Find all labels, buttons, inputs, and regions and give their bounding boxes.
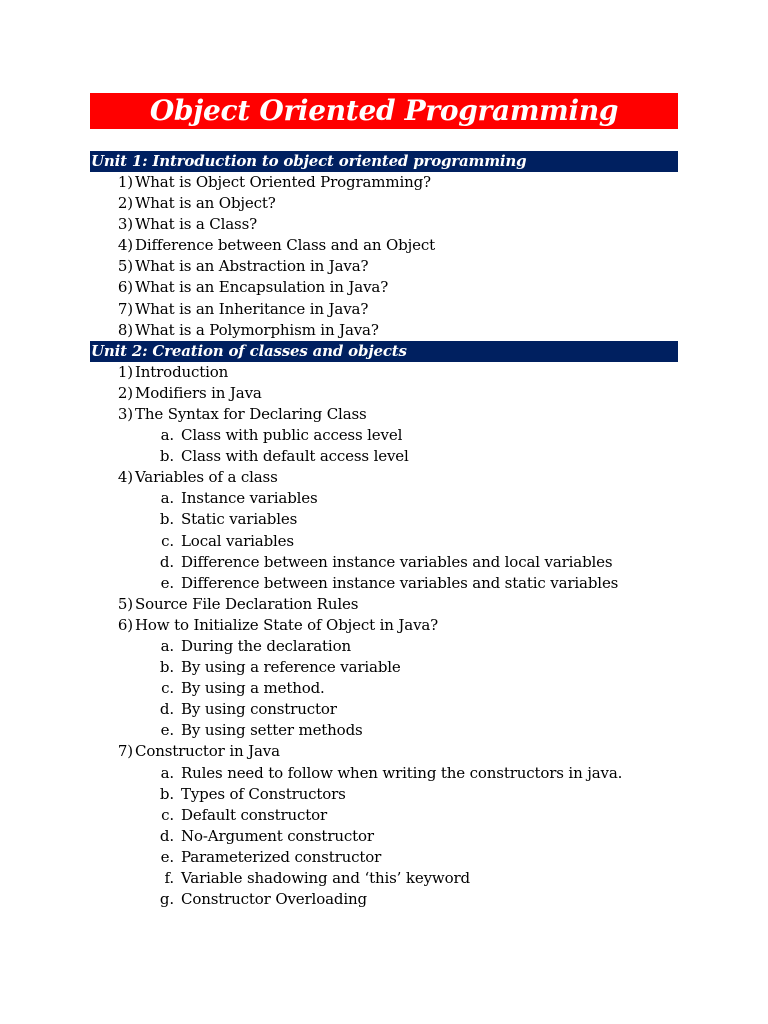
sub-list-item [90,678,678,699]
list-marker: 4) [117,468,133,487]
list-marker: 4) [117,236,133,255]
sub-list-marker: b. [159,784,174,803]
sub-list-item-text: Difference between instance variables and static variables [181,573,619,592]
sub-list-item-text: Parameterized constructor [181,847,382,866]
sub-list-item [90,531,678,552]
list-marker: 2) [117,383,133,402]
list-item [90,320,678,341]
list-item-text: What is an Object? [135,194,276,213]
sub-list-marker: e. [160,847,174,866]
unit-2-heading-bar [90,341,678,362]
list-marker: 5) [117,594,133,613]
sub-list-marker: d. [159,552,174,571]
sub-list-marker: a. [160,489,174,508]
sub-list-item [90,847,678,868]
sub-list-item-text: Variable shadowing and ‘this’ keyword [181,869,470,887]
sub-list-marker: c. [161,679,174,698]
list-item [90,467,678,488]
list-marker: 1) [117,173,133,191]
list-marker: 3) [117,404,133,423]
sub-list-item [90,552,678,573]
sub-list-item-text: By using a method. [181,679,325,698]
list-item-text: Modifiers in Java [135,383,262,402]
sub-list-item [90,763,678,784]
sub-list-item-text: By using constructor [181,700,337,719]
sub-list-item [90,868,678,889]
list-item [90,383,678,404]
sub-list-marker: b. [159,658,174,677]
list-item-text: What is Object Oriented Programming? [135,173,431,191]
sub-list-item [90,805,678,826]
sub-list-marker: b. [159,510,174,529]
sub-list-marker: f. [164,869,174,887]
unit-1-heading-bar [90,151,678,172]
list-item [90,594,678,615]
document-title: Object Oriented Programming [149,94,619,127]
list-item-text: What is a Polymorphism in Java? [135,320,379,339]
sub-list-item-text: By using a reference variable [181,658,401,677]
list-marker: 7) [117,299,133,318]
sub-list-item [90,488,678,509]
list-item [90,256,678,277]
sub-list-marker: e. [160,573,174,592]
list-item-text: What is an Encapsulation in Java? [135,278,389,297]
sub-list-item-text: Local variables [181,531,294,550]
list-item [90,214,678,235]
sub-list-item-text: Difference between instance variables and local variables [181,552,613,571]
list-item-text: What is an Abstraction in Java? [135,257,369,276]
list-item-text: Variables of a class [135,468,278,487]
sub-list-item-text: Class with public access level [181,426,403,445]
unit-1-heading: Unit 1: Introduction to object oriented programming [91,152,527,170]
sub-list-item [90,425,678,446]
sub-list-item [90,446,678,467]
list-item-text: Difference between Class and an Object [135,236,435,255]
sub-list-item-text: Types of Constructors [181,784,346,803]
sub-list-marker: d. [159,826,174,845]
list-marker: 7) [117,742,133,761]
sub-list-item-text: No-Argument constructor [181,826,374,845]
title-spacer [90,129,678,151]
sub-list-marker: c. [161,531,174,550]
sub-list-item-text: Static variables [181,510,298,529]
list-item-text: Source File Declaration Rules [135,594,359,613]
list-marker: 8) [117,320,133,339]
sub-list-item [90,657,678,678]
list-item-text: Constructor in Java [135,742,280,761]
list-marker: 2) [117,194,133,213]
list-item [90,299,678,320]
sub-list-item [90,784,678,805]
list-item [90,277,678,298]
sub-list-marker: b. [159,447,174,466]
sub-list-marker: a. [160,763,174,782]
sub-list-item [90,826,678,847]
sub-list-item [90,509,678,530]
list-item [90,615,678,636]
sub-list-item [90,636,678,657]
document-title-bar [90,93,678,129]
list-item [90,172,678,193]
sub-list-item-text: Default constructor [181,805,328,824]
sub-list-marker: g. [159,890,174,909]
list-marker: 1) [117,362,133,381]
list-item [90,235,678,256]
document-page [90,93,678,910]
sub-list-item [90,720,678,741]
list-item-text: Introduction [135,362,229,381]
sub-list-item [90,699,678,720]
list-marker: 5) [117,257,133,276]
sub-list-marker: e. [160,721,174,740]
sub-list-item-text: Instance variables [181,489,318,508]
list-item-text: What is an Inheritance in Java? [135,299,369,318]
sub-list-item-text: Constructor Overloading [181,890,367,909]
list-item-text: The Syntax for Declaring Class [135,404,367,423]
list-item-text: How to Initialize State of Object in Java? [135,615,439,634]
list-item [90,362,678,383]
sub-list-item-text: During the declaration [181,636,351,655]
sub-list-marker: c. [161,805,174,824]
sub-list-item [90,889,678,910]
list-marker: 3) [117,215,133,234]
sub-list-marker: d. [159,700,174,719]
list-marker: 6) [117,615,133,634]
sub-list-item [90,573,678,594]
list-item [90,193,678,214]
sub-list-item-text: By using setter methods [181,721,363,740]
sub-list-marker: a. [160,636,174,655]
list-item [90,404,678,425]
sub-list-marker: a. [160,426,174,445]
sub-list-item-text: Class with default access level [181,447,409,466]
list-item-text: What is a Class? [135,215,258,234]
sub-list-item-text: Rules need to follow when writing the constructors in java. [181,763,623,782]
unit-2-heading: Unit 2: Creation of classes and objects [91,341,407,360]
list-item [90,741,678,762]
list-marker: 6) [117,278,133,297]
